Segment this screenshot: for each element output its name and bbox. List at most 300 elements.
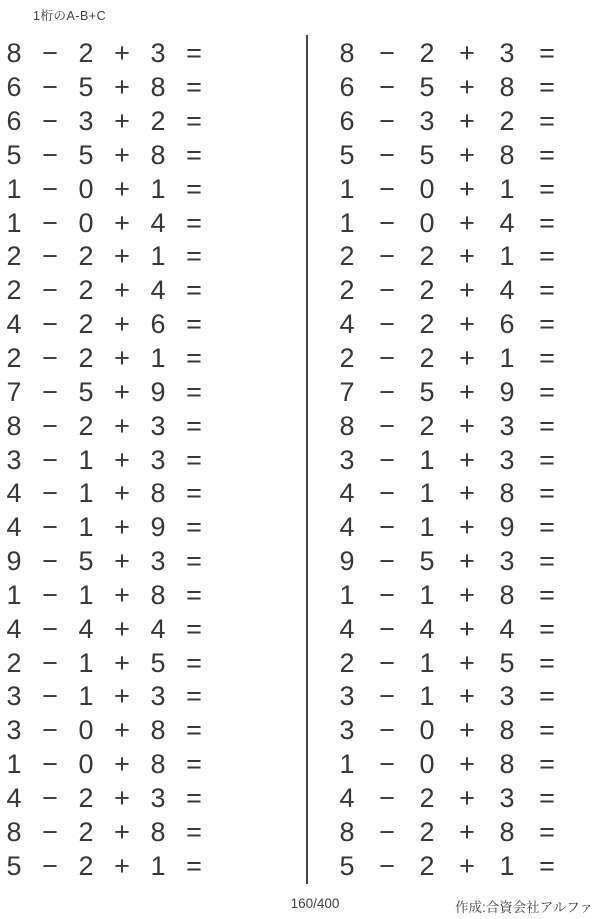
plus-sign: + bbox=[459, 782, 475, 813]
minus-sign: − bbox=[42, 309, 58, 340]
operand-a: 2 bbox=[339, 343, 355, 374]
equals-sign: = bbox=[539, 715, 555, 746]
problem-row bbox=[0, 409, 212, 443]
operand-b: 2 bbox=[78, 241, 94, 272]
minus-sign: − bbox=[379, 173, 395, 204]
problem-row bbox=[327, 342, 567, 376]
problem-row bbox=[327, 206, 567, 240]
plus-sign: + bbox=[459, 72, 475, 103]
plus-sign: + bbox=[459, 816, 475, 847]
operand-a: 8 bbox=[339, 410, 355, 441]
operand-b: 0 bbox=[419, 173, 435, 204]
problem-row bbox=[327, 748, 567, 782]
plus-sign: + bbox=[459, 647, 475, 678]
operand-c: 1 bbox=[150, 173, 166, 204]
problem-row bbox=[327, 240, 567, 274]
problem-row bbox=[0, 477, 212, 511]
operand-a: 3 bbox=[339, 444, 355, 475]
minus-sign: − bbox=[42, 376, 58, 407]
operand-b: 5 bbox=[419, 546, 435, 577]
operand-c: 1 bbox=[499, 173, 515, 204]
operand-b: 0 bbox=[419, 749, 435, 780]
operand-b: 1 bbox=[419, 647, 435, 678]
operand-a: 2 bbox=[6, 241, 22, 272]
operand-c: 8 bbox=[499, 715, 515, 746]
plus-sign: + bbox=[114, 309, 130, 340]
operand-a: 4 bbox=[339, 782, 355, 813]
operand-a: 8 bbox=[6, 816, 22, 847]
minus-sign: − bbox=[42, 546, 58, 577]
minus-sign: − bbox=[379, 613, 395, 644]
minus-sign: − bbox=[379, 275, 395, 306]
plus-sign: + bbox=[114, 376, 130, 407]
operand-a: 7 bbox=[339, 376, 355, 407]
problem-row bbox=[0, 714, 212, 748]
operand-c: 9 bbox=[150, 376, 166, 407]
equals-sign: = bbox=[539, 106, 555, 137]
operand-c: 8 bbox=[499, 749, 515, 780]
equals-sign: = bbox=[539, 309, 555, 340]
operand-b: 2 bbox=[78, 850, 94, 881]
operand-b: 1 bbox=[78, 478, 94, 509]
plus-sign: + bbox=[459, 444, 475, 475]
plus-sign: + bbox=[114, 715, 130, 746]
operand-c: 5 bbox=[150, 647, 166, 678]
operand-c: 2 bbox=[150, 106, 166, 137]
operand-a: 4 bbox=[6, 782, 22, 813]
minus-sign: − bbox=[42, 850, 58, 881]
operand-a: 6 bbox=[6, 106, 22, 137]
plus-sign: + bbox=[459, 410, 475, 441]
equals-sign: = bbox=[539, 546, 555, 577]
operand-b: 2 bbox=[419, 850, 435, 881]
operand-a: 9 bbox=[339, 546, 355, 577]
minus-sign: − bbox=[42, 579, 58, 610]
operand-a: 2 bbox=[339, 275, 355, 306]
operand-a: 8 bbox=[339, 38, 355, 69]
operand-b: 0 bbox=[78, 173, 94, 204]
problem-row bbox=[0, 172, 212, 206]
equals-sign: = bbox=[186, 38, 202, 69]
operand-c: 3 bbox=[150, 782, 166, 813]
operand-a: 4 bbox=[339, 309, 355, 340]
equals-sign: = bbox=[539, 173, 555, 204]
operand-a: 1 bbox=[6, 579, 22, 610]
plus-sign: + bbox=[459, 512, 475, 543]
equals-sign: = bbox=[186, 850, 202, 881]
equals-sign: = bbox=[186, 579, 202, 610]
problem-row bbox=[327, 511, 567, 545]
operand-c: 9 bbox=[499, 512, 515, 543]
operand-b: 5 bbox=[78, 546, 94, 577]
operand-a: 2 bbox=[6, 343, 22, 374]
operand-b: 5 bbox=[78, 72, 94, 103]
operand-b: 1 bbox=[78, 647, 94, 678]
problem-row bbox=[0, 612, 212, 646]
plus-sign: + bbox=[114, 850, 130, 881]
minus-sign: − bbox=[42, 207, 58, 238]
operand-b: 0 bbox=[78, 749, 94, 780]
minus-sign: − bbox=[42, 275, 58, 306]
operand-c: 3 bbox=[150, 681, 166, 712]
operand-b: 2 bbox=[78, 309, 94, 340]
problem-row bbox=[327, 680, 567, 714]
plus-sign: + bbox=[114, 444, 130, 475]
equals-sign: = bbox=[186, 173, 202, 204]
operand-b: 0 bbox=[78, 715, 94, 746]
operand-b: 5 bbox=[419, 72, 435, 103]
equals-sign: = bbox=[186, 613, 202, 644]
equals-sign: = bbox=[186, 816, 202, 847]
problem-row bbox=[0, 545, 212, 579]
operand-c: 4 bbox=[499, 275, 515, 306]
operand-a: 1 bbox=[339, 207, 355, 238]
operand-a: 1 bbox=[339, 579, 355, 610]
operand-c: 1 bbox=[150, 850, 166, 881]
equals-sign: = bbox=[186, 647, 202, 678]
operand-a: 4 bbox=[6, 309, 22, 340]
plus-sign: + bbox=[114, 613, 130, 644]
minus-sign: − bbox=[379, 715, 395, 746]
minus-sign: − bbox=[42, 72, 58, 103]
operand-b: 2 bbox=[419, 275, 435, 306]
operand-a: 5 bbox=[339, 139, 355, 170]
minus-sign: − bbox=[42, 681, 58, 712]
operand-c: 8 bbox=[150, 72, 166, 103]
operand-b: 5 bbox=[78, 139, 94, 170]
equals-sign: = bbox=[539, 613, 555, 644]
plus-sign: + bbox=[459, 309, 475, 340]
operand-c: 8 bbox=[150, 478, 166, 509]
operand-b: 3 bbox=[419, 106, 435, 137]
problem-row bbox=[327, 37, 567, 71]
problem-row bbox=[0, 342, 212, 376]
minus-sign: − bbox=[42, 816, 58, 847]
plus-sign: + bbox=[114, 546, 130, 577]
operand-a: 6 bbox=[339, 72, 355, 103]
operand-b: 5 bbox=[419, 376, 435, 407]
operand-b: 2 bbox=[419, 309, 435, 340]
operand-c: 1 bbox=[499, 343, 515, 374]
plus-sign: + bbox=[114, 275, 130, 306]
plus-sign: + bbox=[459, 749, 475, 780]
operand-b: 0 bbox=[419, 715, 435, 746]
operand-c: 1 bbox=[499, 241, 515, 272]
minus-sign: − bbox=[379, 139, 395, 170]
operand-a: 5 bbox=[6, 139, 22, 170]
operand-b: 2 bbox=[419, 816, 435, 847]
operand-b: 2 bbox=[78, 343, 94, 374]
operand-c: 8 bbox=[499, 478, 515, 509]
operand-b: 4 bbox=[419, 613, 435, 644]
operand-c: 1 bbox=[499, 850, 515, 881]
operand-c: 3 bbox=[150, 546, 166, 577]
operand-a: 7 bbox=[6, 376, 22, 407]
operand-b: 1 bbox=[78, 512, 94, 543]
operand-a: 1 bbox=[6, 749, 22, 780]
plus-sign: + bbox=[459, 38, 475, 69]
operand-b: 1 bbox=[78, 579, 94, 610]
equals-sign: = bbox=[539, 343, 555, 374]
problem-row bbox=[327, 849, 567, 883]
operand-b: 2 bbox=[78, 275, 94, 306]
operand-a: 6 bbox=[339, 106, 355, 137]
operand-a: 4 bbox=[6, 512, 22, 543]
plus-sign: + bbox=[114, 106, 130, 137]
operand-c: 3 bbox=[499, 444, 515, 475]
operand-c: 2 bbox=[499, 106, 515, 137]
plus-sign: + bbox=[114, 38, 130, 69]
minus-sign: − bbox=[379, 376, 395, 407]
operand-b: 2 bbox=[419, 410, 435, 441]
equals-sign: = bbox=[186, 444, 202, 475]
footer-page-number: 160/400 bbox=[290, 896, 340, 911]
equals-sign: = bbox=[186, 376, 202, 407]
equals-sign: = bbox=[186, 343, 202, 374]
operand-c: 3 bbox=[499, 546, 515, 577]
minus-sign: − bbox=[379, 850, 395, 881]
plus-sign: + bbox=[114, 647, 130, 678]
plus-sign: + bbox=[459, 613, 475, 644]
plus-sign: + bbox=[114, 410, 130, 441]
operand-c: 6 bbox=[150, 309, 166, 340]
equals-sign: = bbox=[539, 782, 555, 813]
operand-b: 5 bbox=[419, 139, 435, 170]
operand-a: 2 bbox=[6, 647, 22, 678]
plus-sign: + bbox=[459, 579, 475, 610]
minus-sign: − bbox=[379, 72, 395, 103]
problem-row bbox=[0, 748, 212, 782]
operand-a: 3 bbox=[6, 444, 22, 475]
equals-sign: = bbox=[539, 850, 555, 881]
operand-a: 2 bbox=[339, 647, 355, 678]
equals-sign: = bbox=[186, 275, 202, 306]
operand-a: 3 bbox=[6, 681, 22, 712]
plus-sign: + bbox=[459, 173, 475, 204]
operand-b: 2 bbox=[78, 816, 94, 847]
equals-sign: = bbox=[186, 715, 202, 746]
operand-a: 4 bbox=[6, 613, 22, 644]
minus-sign: − bbox=[379, 782, 395, 813]
operand-c: 5 bbox=[499, 647, 515, 678]
operand-b: 0 bbox=[419, 207, 435, 238]
operand-c: 3 bbox=[150, 38, 166, 69]
operand-c: 4 bbox=[499, 207, 515, 238]
problem-row bbox=[0, 105, 212, 139]
operand-b: 5 bbox=[78, 376, 94, 407]
plus-sign: + bbox=[114, 241, 130, 272]
equals-sign: = bbox=[186, 478, 202, 509]
problem-row bbox=[327, 409, 567, 443]
minus-sign: − bbox=[379, 512, 395, 543]
operand-a: 1 bbox=[6, 173, 22, 204]
plus-sign: + bbox=[114, 207, 130, 238]
minus-sign: − bbox=[379, 816, 395, 847]
operand-a: 5 bbox=[339, 850, 355, 881]
column-divider-line bbox=[306, 35, 308, 884]
operand-a: 8 bbox=[6, 38, 22, 69]
operand-c: 1 bbox=[150, 343, 166, 374]
plus-sign: + bbox=[459, 207, 475, 238]
plus-sign: + bbox=[459, 376, 475, 407]
minus-sign: − bbox=[42, 647, 58, 678]
operand-a: 9 bbox=[6, 546, 22, 577]
operand-c: 8 bbox=[150, 749, 166, 780]
operand-a: 4 bbox=[339, 512, 355, 543]
operand-b: 1 bbox=[419, 444, 435, 475]
operand-b: 2 bbox=[78, 410, 94, 441]
operand-c: 8 bbox=[499, 72, 515, 103]
plus-sign: + bbox=[114, 816, 130, 847]
equals-sign: = bbox=[186, 106, 202, 137]
plus-sign: + bbox=[114, 681, 130, 712]
operand-b: 2 bbox=[419, 343, 435, 374]
problem-row bbox=[0, 511, 212, 545]
plus-sign: + bbox=[459, 546, 475, 577]
minus-sign: − bbox=[42, 241, 58, 272]
operand-a: 1 bbox=[6, 207, 22, 238]
operand-c: 8 bbox=[150, 139, 166, 170]
equals-sign: = bbox=[539, 275, 555, 306]
operand-a: 4 bbox=[6, 478, 22, 509]
problem-row bbox=[0, 443, 212, 477]
operand-c: 3 bbox=[499, 681, 515, 712]
minus-sign: − bbox=[379, 207, 395, 238]
minus-sign: − bbox=[379, 309, 395, 340]
plus-sign: + bbox=[459, 241, 475, 272]
problem-row bbox=[327, 139, 567, 173]
equals-sign: = bbox=[539, 444, 555, 475]
equals-sign: = bbox=[539, 478, 555, 509]
operand-c: 4 bbox=[499, 613, 515, 644]
problem-row bbox=[0, 240, 212, 274]
operand-c: 6 bbox=[499, 309, 515, 340]
minus-sign: − bbox=[42, 444, 58, 475]
operand-b: 1 bbox=[78, 444, 94, 475]
plus-sign: + bbox=[459, 275, 475, 306]
equals-sign: = bbox=[539, 72, 555, 103]
problem-row bbox=[327, 172, 567, 206]
plus-sign: + bbox=[459, 715, 475, 746]
minus-sign: − bbox=[379, 410, 395, 441]
operand-a: 4 bbox=[339, 478, 355, 509]
problem-row bbox=[0, 206, 212, 240]
problem-row bbox=[0, 646, 212, 680]
problem-row bbox=[327, 308, 567, 342]
operand-b: 2 bbox=[78, 782, 94, 813]
minus-sign: − bbox=[42, 410, 58, 441]
minus-sign: − bbox=[42, 343, 58, 374]
operand-c: 8 bbox=[150, 579, 166, 610]
plus-sign: + bbox=[459, 478, 475, 509]
equals-sign: = bbox=[539, 681, 555, 712]
plus-sign: + bbox=[114, 72, 130, 103]
equals-sign: = bbox=[186, 309, 202, 340]
equals-sign: = bbox=[539, 512, 555, 543]
plus-sign: + bbox=[459, 106, 475, 137]
operand-a: 1 bbox=[339, 749, 355, 780]
plus-sign: + bbox=[114, 478, 130, 509]
operand-a: 6 bbox=[6, 72, 22, 103]
operand-c: 8 bbox=[499, 139, 515, 170]
minus-sign: − bbox=[42, 478, 58, 509]
minus-sign: − bbox=[42, 106, 58, 137]
operand-b: 2 bbox=[419, 782, 435, 813]
minus-sign: − bbox=[42, 173, 58, 204]
problem-row bbox=[327, 105, 567, 139]
operand-b: 4 bbox=[78, 613, 94, 644]
equals-sign: = bbox=[186, 546, 202, 577]
minus-sign: − bbox=[42, 139, 58, 170]
operand-c: 3 bbox=[150, 410, 166, 441]
problem-row bbox=[0, 274, 212, 308]
minus-sign: − bbox=[379, 579, 395, 610]
operand-c: 4 bbox=[150, 275, 166, 306]
problem-row bbox=[327, 646, 567, 680]
minus-sign: − bbox=[42, 749, 58, 780]
minus-sign: − bbox=[379, 647, 395, 678]
plus-sign: + bbox=[114, 512, 130, 543]
plus-sign: + bbox=[114, 749, 130, 780]
equals-sign: = bbox=[539, 241, 555, 272]
minus-sign: − bbox=[42, 715, 58, 746]
operand-c: 8 bbox=[150, 816, 166, 847]
minus-sign: − bbox=[379, 106, 395, 137]
operand-c: 8 bbox=[150, 715, 166, 746]
problem-row bbox=[327, 477, 567, 511]
problems-column-right bbox=[327, 37, 567, 883]
equals-sign: = bbox=[539, 207, 555, 238]
plus-sign: + bbox=[114, 579, 130, 610]
operand-b: 1 bbox=[419, 478, 435, 509]
operand-b: 1 bbox=[419, 512, 435, 543]
problem-row bbox=[327, 443, 567, 477]
minus-sign: − bbox=[42, 38, 58, 69]
problem-row bbox=[0, 680, 212, 714]
equals-sign: = bbox=[186, 681, 202, 712]
operand-c: 9 bbox=[499, 376, 515, 407]
operand-c: 4 bbox=[150, 207, 166, 238]
equals-sign: = bbox=[539, 749, 555, 780]
minus-sign: − bbox=[379, 343, 395, 374]
minus-sign: − bbox=[379, 38, 395, 69]
minus-sign: − bbox=[42, 613, 58, 644]
problem-row bbox=[327, 375, 567, 409]
equals-sign: = bbox=[186, 139, 202, 170]
operand-b: 0 bbox=[78, 207, 94, 238]
operand-a: 3 bbox=[339, 681, 355, 712]
operand-c: 3 bbox=[499, 782, 515, 813]
operand-a: 3 bbox=[6, 715, 22, 746]
equals-sign: = bbox=[186, 241, 202, 272]
plus-sign: + bbox=[459, 343, 475, 374]
operand-c: 8 bbox=[499, 816, 515, 847]
operand-a: 2 bbox=[6, 275, 22, 306]
operand-c: 3 bbox=[499, 38, 515, 69]
operand-a: 8 bbox=[6, 410, 22, 441]
problem-row bbox=[0, 815, 212, 849]
plus-sign: + bbox=[114, 139, 130, 170]
operand-b: 1 bbox=[419, 579, 435, 610]
problem-row bbox=[327, 714, 567, 748]
operand-a: 1 bbox=[339, 173, 355, 204]
equals-sign: = bbox=[539, 816, 555, 847]
operand-b: 1 bbox=[78, 681, 94, 712]
problems-column-left bbox=[0, 37, 212, 883]
problem-row bbox=[327, 579, 567, 613]
operand-c: 9 bbox=[150, 512, 166, 543]
problem-row bbox=[0, 375, 212, 409]
